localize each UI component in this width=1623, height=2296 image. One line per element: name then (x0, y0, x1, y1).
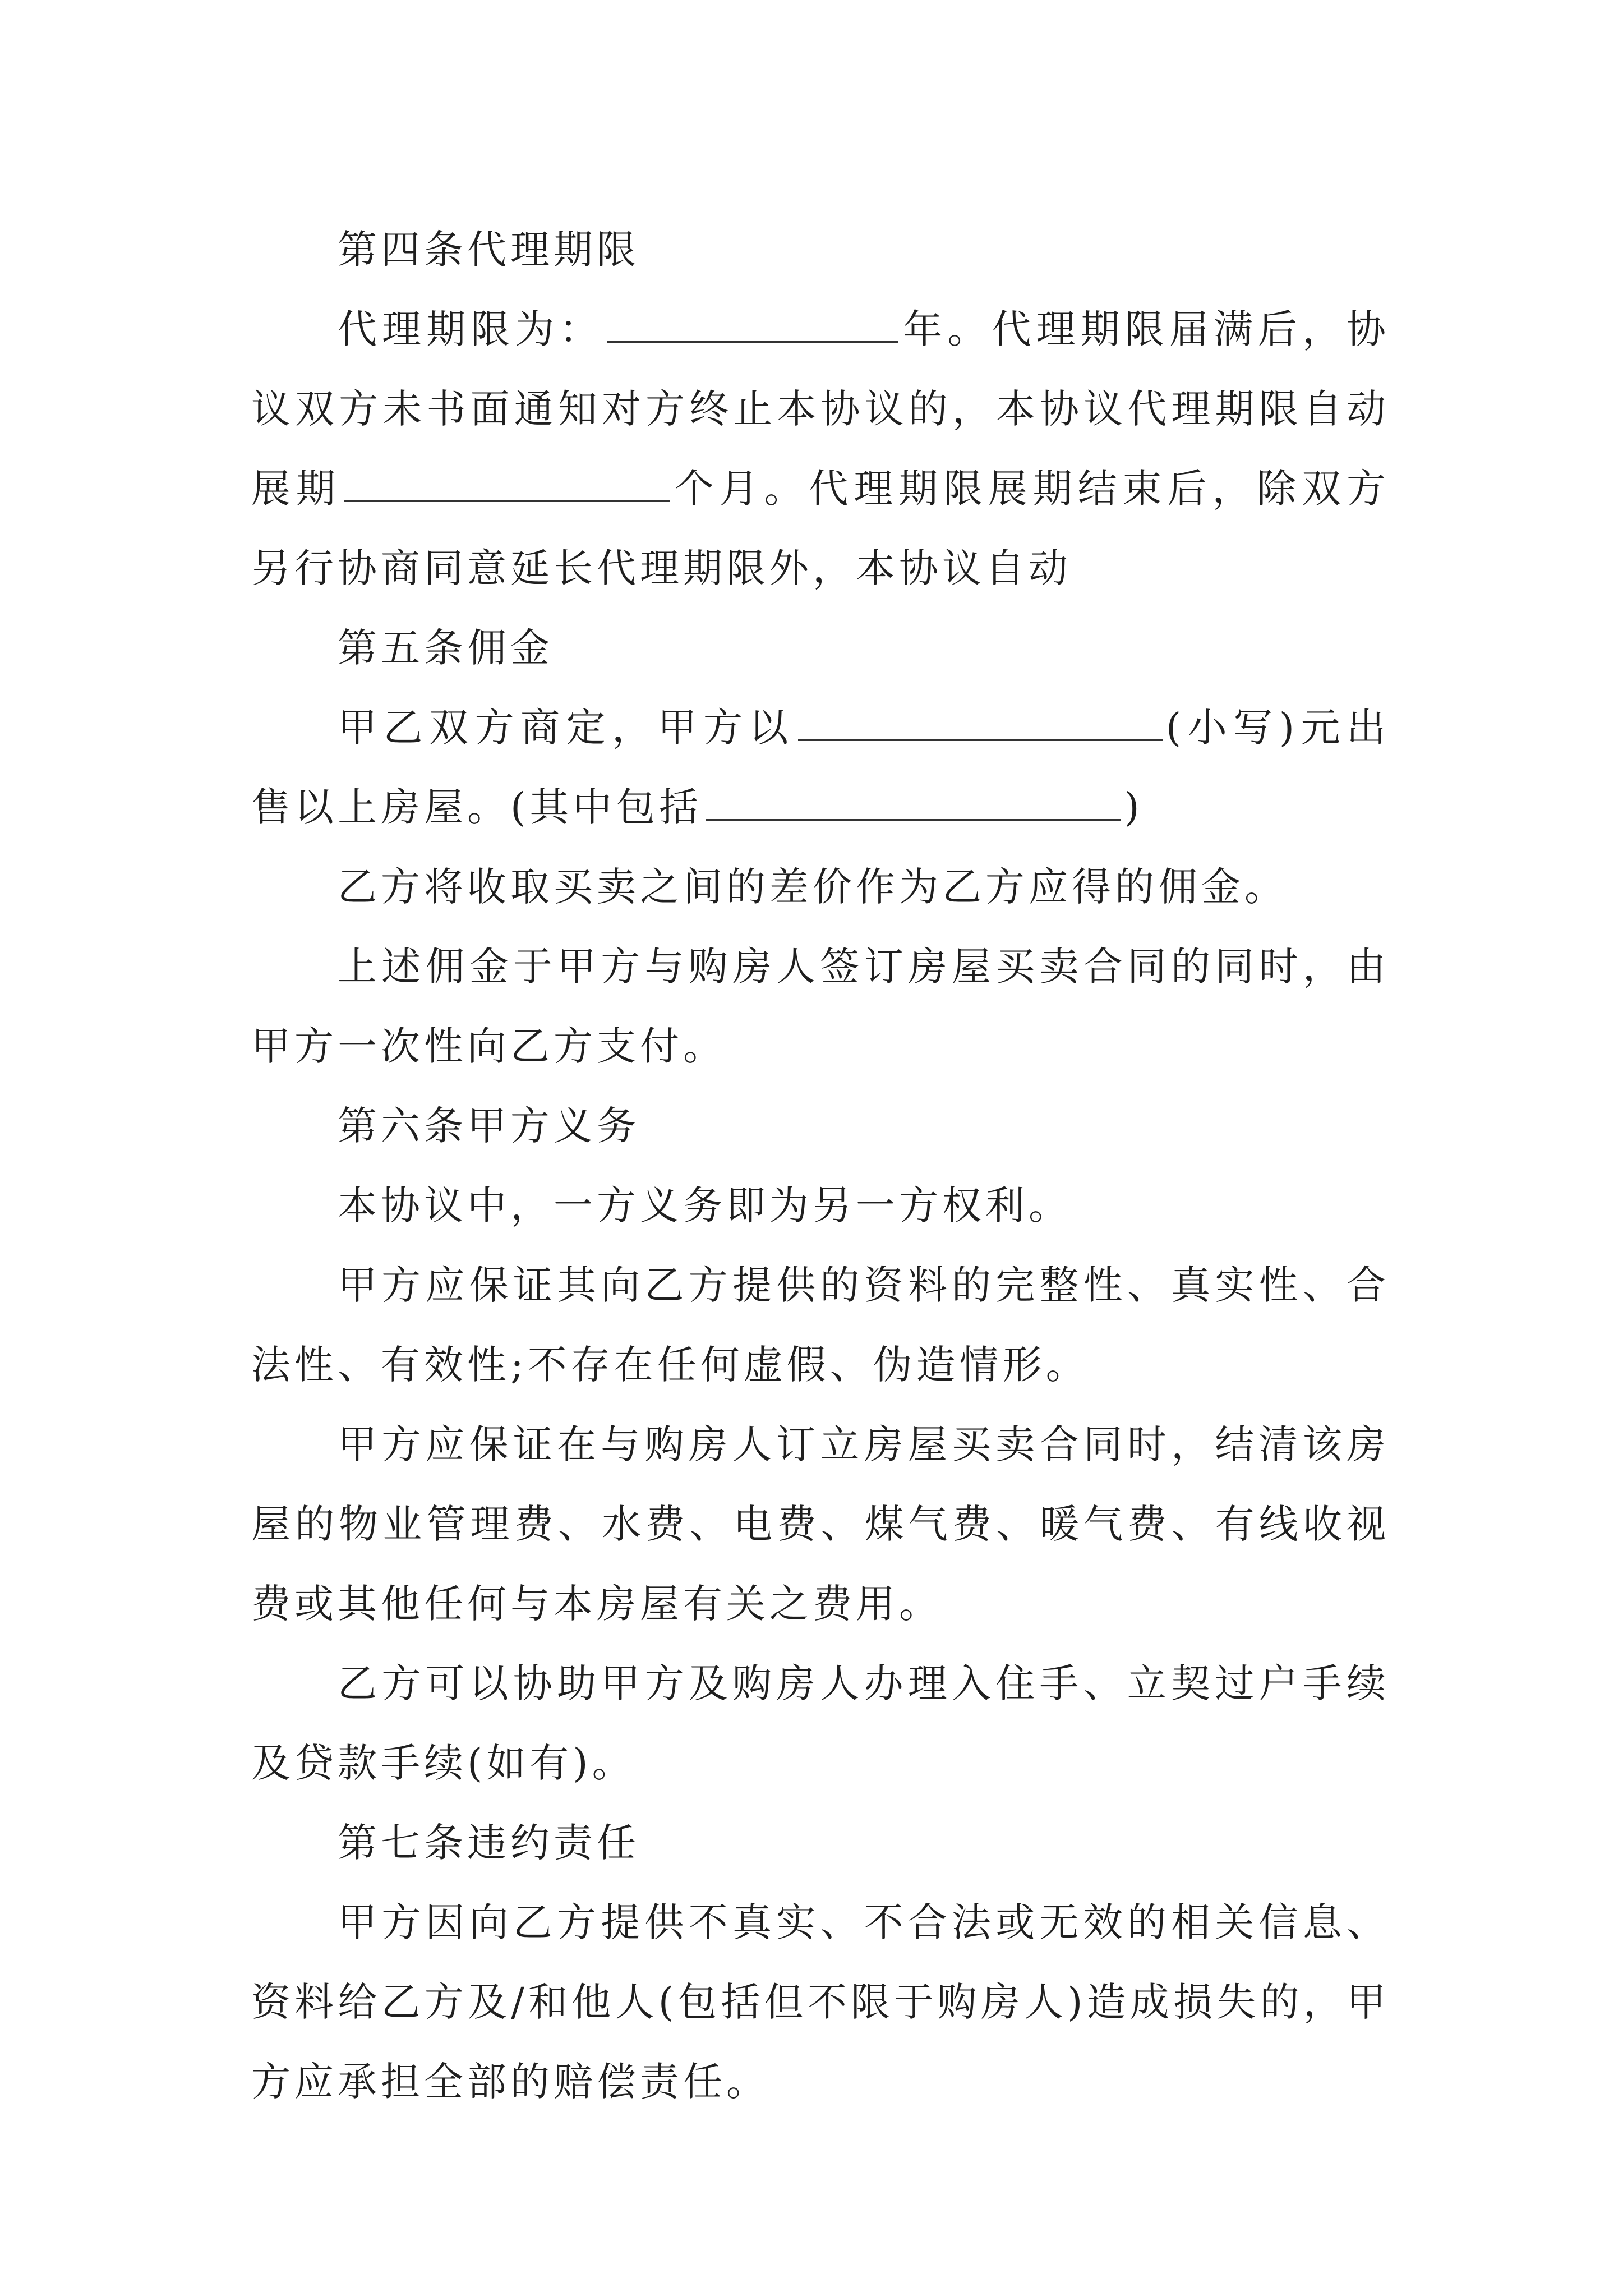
term-years-blank[interactable] (607, 309, 898, 343)
article-6-paragraph-4: 乙方可以协助甲方及购房人办理入住手、立契过户手续及贷款手续(如有)。 (251, 1660, 1390, 1786)
price-blank[interactable] (798, 707, 1163, 741)
article-6-paragraph-1: 本协议中，一方义务即为另一方权利。 (338, 1182, 1072, 1228)
price-label: 甲乙双方商定，甲方以 (338, 705, 795, 751)
article-5-heading: 第五条佣金 (338, 625, 554, 671)
article-5-paragraph-1 (251, 688, 1390, 847)
article-7-paragraph-1: 甲方因向乙方提供不真实、不合法或无效的相关信息、资料给乙方及/和他人(包括但不限于购房人)造成损失的，甲方应承担全部的赔偿责任。 (251, 1899, 1390, 2105)
agreement-body (251, 210, 1390, 2122)
article-5-paragraph-2: 乙方将收取买卖之间的差价作为乙方应得的佣金。 (338, 864, 1288, 910)
extension-text: 个月。代理期限展期结束后，除双方另行协商同意延长代理期限外，本协议自动 (251, 466, 1390, 591)
article-6-paragraph-3: 甲方应保证在与购房人订立房屋买卖合同时，结清该房屋的物业管理费、水费、电费、煤气费、暖气费、有线收视费或其他任何与本房屋有关之费用。 (251, 1421, 1390, 1627)
price-text: (小写)元出售以上房屋。(其中包括 (251, 705, 1390, 830)
article-6-heading: 第六条甲方义务 (338, 1103, 640, 1149)
term-text: 年。代理期限届满后，协议双方未书面通知对方终止本协议的，本协议代理期限自动展期 (251, 306, 1390, 512)
article-6-paragraph-2: 甲方应保证其向乙方提供的资料的完整性、真实性、合法性、有效性;不存在任何虚假、伪造情形。 (251, 1262, 1390, 1388)
extension-months-blank[interactable] (344, 468, 670, 502)
term-label: 代理期限为： (338, 306, 604, 352)
article-7-heading: 第七条违约责任 (338, 1820, 640, 1866)
article-4-paragraph (251, 289, 1390, 608)
close-paren: ) (1124, 784, 1144, 830)
article-4-heading: 第四条代理期限 (338, 227, 640, 273)
article-5-paragraph-3: 上述佣金于甲方与购房人签订房屋买卖合同的同时，由甲方一次性向乙方支付。 (251, 944, 1390, 1069)
includes-blank[interactable] (706, 786, 1121, 821)
